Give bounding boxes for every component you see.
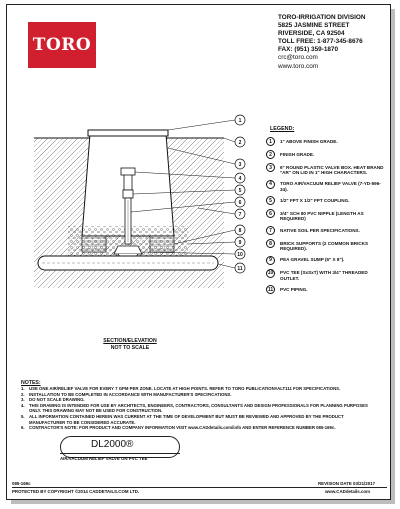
drawing-caption	[70, 338, 190, 351]
legend-text: PVC PIPING.	[280, 286, 308, 292]
legend-item	[266, 226, 388, 235]
legend-item	[266, 285, 388, 294]
section-drawing	[28, 108, 260, 324]
legend-item	[266, 137, 388, 146]
legend-number: 2	[266, 150, 275, 159]
legend-heading: LEGEND:	[270, 126, 295, 132]
title-block	[60, 436, 180, 458]
legend-item	[266, 196, 388, 205]
copyright-notice: PROTECTED BY COPYRIGHT ©2014 CADDETAILS.COM LTD.	[12, 489, 140, 494]
company-name: TORO-IRRIGATION DIVISION	[278, 14, 366, 21]
footer-website-link[interactable]: www.CADdetails.com	[325, 489, 370, 494]
legend-item	[266, 269, 388, 282]
page-shadow-bottom	[11, 500, 395, 504]
note-number: 2.	[21, 391, 25, 397]
revision-date: REVISION DATE 03/21/2017	[318, 481, 376, 486]
callout-11: 11	[237, 266, 243, 272]
note-text: CONTRACTOR'S NOTE: FOR PRODUCT AND COMPANY INFORMATION VISIT www.CADdetails.com/info AND ENTER REFERENCE NUMBER 085-169c.	[29, 425, 336, 431]
note-item	[21, 414, 381, 425]
legend-text: PVC TEE (SxSxT) WITH 3/4" THREADED OUTLET.	[280, 270, 368, 281]
note-number: 1.	[21, 386, 25, 391]
legend-number: 5	[266, 196, 275, 205]
legend-item	[266, 209, 388, 222]
drawing-subtitle: AIR/VACUUM RELIEF VALVE ON PVC TEE	[60, 456, 148, 461]
note-number: 3.	[21, 397, 25, 403]
legend-item	[266, 163, 388, 176]
note-number: 5.	[21, 413, 25, 419]
legend-number: 4	[266, 180, 275, 189]
legend-number: 9	[266, 256, 275, 265]
caption-scale: NOT TO SCALE	[110, 344, 150, 351]
logo-text: TORO	[32, 35, 92, 55]
legend-item	[266, 150, 388, 159]
legend-number: 8	[266, 239, 275, 248]
legend-item	[266, 180, 388, 193]
legend-text: BRICK SUPPORTS (2 COMMON BRICKS REQUIRED).	[280, 240, 369, 252]
legend-text: 6" ROUND PLASTIC VALVE BOX. HEAT BRAND "AR" ON LID IN 1" HIGH CHARACTERS.	[280, 164, 384, 176]
callout-8: 8	[238, 228, 242, 234]
note-text: ALL INFORMATION CONTAINED HEREIN WAS CURRENT AT THE TIME OF DEVELOPMENT BUT MUST BE REVIEWED AND APPROVED BY THE PRODUCT MANUFACTURER TO BE CONSIDERED ACCURATE.	[29, 413, 344, 425]
legend-number: 3	[266, 163, 275, 172]
note-text: USE ONE AIR/RELIEF VALVE FOR EVERY 7 GPM PER ZONE. LOCATE AT HIGH POINTS. REFER TO TORO PUBLICATION#ALT111 FOR SPECIFICATIONS.	[29, 386, 341, 391]
callout-10: 10	[237, 252, 243, 258]
note-number: 4.	[21, 402, 25, 408]
legend-text: 1" ABOVE FINISH GRADE.	[280, 138, 338, 144]
callout-4: 4	[238, 176, 242, 182]
company-info	[278, 14, 388, 71]
legend-item	[266, 256, 388, 265]
note-number: 6.	[21, 425, 25, 431]
toro-logo	[28, 22, 96, 68]
legend-text: 1/2" FPT X 1/2" FPT COUPLING.	[280, 197, 350, 203]
legend-item	[266, 239, 388, 252]
legend-text: FINISH GRADE.	[280, 151, 315, 157]
drawing-code: 085-169c	[12, 481, 31, 486]
legend-list	[266, 133, 388, 294]
company-fax: FAX: (951) 359-1870	[278, 46, 339, 54]
caption-title: SECTION/ELEVATION	[103, 338, 157, 344]
model-name: DL2000®	[91, 439, 134, 450]
legend-number: 7	[266, 226, 275, 235]
company-email: crc@toro.com	[278, 54, 318, 62]
note-text: INSTALLATION TO BE COMPLETED IN ACCORDANCE WITH MANUFACTURER'S SPECIFICATIONS.	[29, 391, 232, 397]
legend-number: 10	[267, 270, 274, 277]
legend-text: NATIVE SOIL PER SPECIFICATIONS.	[280, 227, 360, 233]
callout-3: 3	[238, 162, 242, 168]
company-address-line1: 5825 JASMINE STREET	[278, 22, 350, 30]
callout-1: 1	[238, 118, 242, 124]
notes-heading: NOTES:	[21, 380, 41, 386]
footer-divider	[12, 487, 387, 488]
legend-text: TORO AIR/VACUUM RELIEF VALVE (7-YD-596-34).	[280, 181, 381, 192]
title-divider	[60, 453, 180, 454]
callout-6: 6	[238, 200, 242, 206]
notes-list	[21, 386, 381, 431]
note-item	[21, 425, 381, 431]
callout-5: 5	[238, 188, 242, 194]
company-tollfree: TOLL FREE: 1-877-345-8676	[278, 38, 363, 46]
company-address-line2: RIVERSIDE, CA 92504	[278, 30, 345, 38]
legend-text: PEA GRAVEL SUMP (6" X 8").	[280, 257, 345, 263]
note-item	[21, 403, 381, 414]
legend-number: 6	[266, 209, 275, 218]
legend-number: 1	[266, 137, 275, 146]
legend-text: 3/4" SCH 80 PVC NIPPLE (LENGTH AS REQUIRED)	[280, 210, 364, 222]
company-website: www.toro.com	[278, 62, 319, 70]
page-shadow-right	[391, 9, 395, 502]
legend-number: 11	[267, 286, 274, 293]
note-text: DO NOT SCALE DRAWING.	[29, 397, 85, 403]
callout-2: 2	[238, 140, 242, 146]
callout-9: 9	[238, 240, 242, 246]
callout-7: 7	[238, 212, 242, 218]
note-text: THIS DRAWING IS INTENDED FOR USE BY ARCHITECTS, ENGINEERS, CONTRACTORS, CONSULTANTS AND DESIGN PROFESSIONALS FOR PLANNING PURPOSES ONLY. THIS DRAWING MAY NOT BE USED FOR CONSTRUCTION.	[29, 402, 368, 414]
